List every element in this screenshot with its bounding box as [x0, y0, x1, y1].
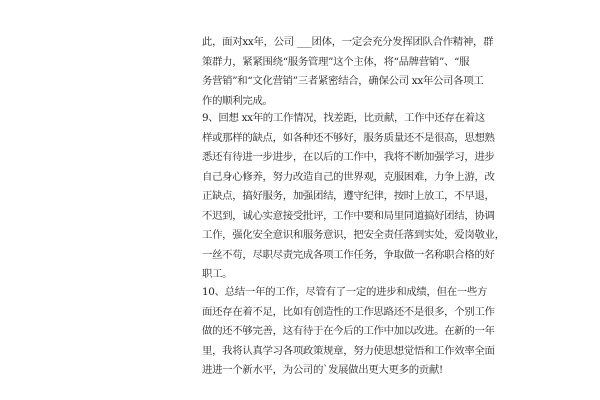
text-line: 作的顺利完成。 [202, 94, 273, 107]
text-line: 自己身心修养，努力改造自己的世界观，克服困难，力争上游，改 [202, 170, 495, 183]
text-line: 进进一个新水平，为公司的`发展做出更大更多的贡献! [202, 364, 443, 376]
text-line: 职工。 [202, 268, 233, 280]
text-line: 一丝不苟，尽职尽责完成各项工作任务，争取做一名称职合格的好 [202, 248, 495, 261]
text-line: 务营销”和“文化营销”三者紧密结合，确保公司 xx年公司各项工 [202, 75, 484, 87]
text-line: 做的还不够完善，这有待于在今后的工作中加以改进。在新的一年 [202, 325, 495, 337]
paragraph-item-9 [202, 109, 505, 285]
text-line: 策群力，紧紧围绕“服务管理”这个主体，将“品牌营销”、“服 [202, 55, 470, 68]
text-line: 面还存在着不足，比如有创造性的工作思路还不是很多，个别工作 [202, 305, 495, 318]
text-line: 悉还有待进一步进步，在以后的工作中，我将不断加强学习，进步 [202, 151, 495, 163]
text-line: 10、总结一年的工作，尽管有了一定的进步和成绩，但在一些方 [202, 286, 488, 298]
text-line: 此，面对xx年，公司 ___团体，一定会充分发挥团队合作精神，群 [202, 36, 494, 48]
text-line: 样或那样的缺点，如各种还不够好，服务质量还不是很高，思想熟 [202, 131, 495, 144]
text-line: 里，我将认真学习各项政策规章，努力使思想觉悟和工作效率全面 [202, 344, 495, 357]
text-line: 9、回想 xx年的工作情况，找差距，比贡献，工作中还存在着这 [202, 112, 485, 124]
text-line: 不迟到，诚心实意接受批评，工作中要和局里同道搞好团结，协调 [202, 209, 495, 222]
text-line: 工作，强化安全意识和服务意识，把安全责任落到实处，爱岗敬业， [202, 229, 505, 241]
text-line: 正缺点，搞好服务，加强团结，遵守纪律，按时上放工，不早退， [202, 190, 495, 202]
paragraph-item-10 [202, 283, 495, 381]
paragraph-continuation [202, 33, 494, 111]
